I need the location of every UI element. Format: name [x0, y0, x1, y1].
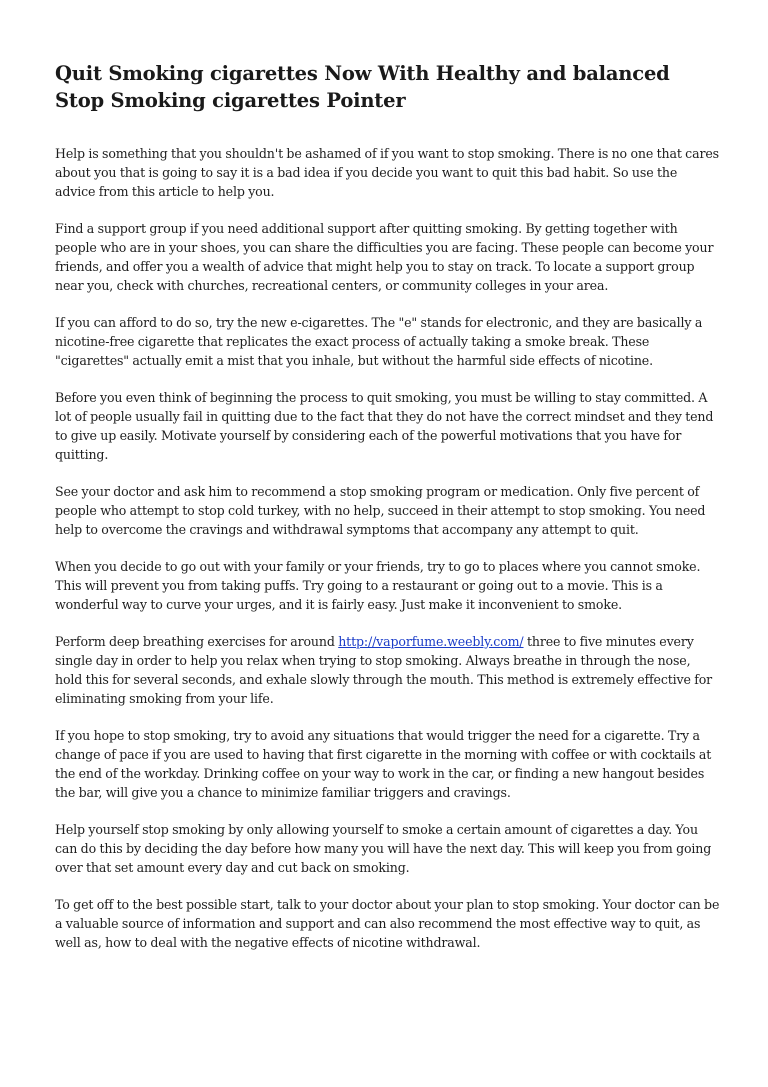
paragraph-smoke-free-places: When you decide to go out with your family or your friends, try to go to places where you cannot smoke. This will prevent you from taking puffs. Try going to a restaurant or going out to a movie. This is a wonderful way to curve your urges, and it is fairly easy. Just make it inconvenient to smoke.	[55, 559, 701, 612]
vaporfume-link[interactable]: http://vaporfume.weebly.com/	[338, 634, 524, 649]
title-line-2: Stop Smoking cigarettes Pointer	[55, 89, 406, 112]
paragraph-breathing	[55, 632, 720, 708]
paragraph-daily-limit: Help yourself stop smoking by only allowing yourself to smoke a certain amount of cigarettes a day. You can do this by deciding the day before how many you will have the next day. This will keep you from going over that set amount every day and cut back on smoking.	[55, 822, 712, 875]
breathing-text-before: Perform deep breathing exercises for around	[55, 634, 339, 649]
breathing-text-after: three to five minutes every single day in order to help you relax when trying to stop smoking. Always breathe in through the nose, hold this for several seconds, and exhale slowly through the mouth. This method is extremely effective for eliminating smoking from your life.	[55, 634, 713, 706]
paragraph-e-cigarettes: If you can afford to do so, try the new e-cigarettes. The "e" stands for electronic, and they are basically a nicotine-free cigarette that replicates the exact process of actually taking a smoke break. These "cigarettes" actually emit a mist that you inhale, but without the harmful side effects of nicotine.	[55, 315, 703, 368]
document-body	[55, 60, 720, 970]
paragraph-doctor-program: See your doctor and ask him to recommend a stop smoking program or medication. Only five percent of people who attempt to stop cold turkey, with no help, succeed in their attempt to stop smoking. You need help to overcome the cravings and withdrawal symptoms that accompany any attempt to quit.	[55, 484, 706, 537]
paragraph-support-group: Find a support group if you need additional support after quitting smoking. By getting together with people who are in your shoes, you can share the difficulties you are facing. These people can become your friends, and offer you a wealth of advice that might help you to stay on track. To locate a support group near you, check with churches, recreational centers, or community colleges in your area.	[55, 221, 714, 293]
page-title	[55, 60, 720, 114]
paragraph-intro: Help is something that you shouldn't be ashamed of if you want to stop smoking. There is no one that cares about you that is going to say it is a bad idea if you decide you want to quit this bad habit. So use the advice from this article to help you.	[55, 146, 719, 199]
paragraph-triggers: If you hope to stop smoking, try to avoid any situations that would trigger the need for a cigarette. Try a change of pace if you are used to having that first cigarette in the morning with coffee or with cocktails at the end of the workday. Drinking coffee on your way to work in the car, or finding a new hangout besides the bar, will give you a chance to minimize familiar triggers and cravings.	[55, 728, 712, 800]
paragraph-commitment: Before you even think of beginning the process to quit smoking, you must be willing to stay committed. A lot of people usually fail in quitting due to the fact that they do not have the correct mindset and they tend to give up easily. Motivate yourself by considering each of the powerful motivations that you have for quitting.	[55, 390, 714, 462]
title-line-1: Quit Smoking cigarettes Now With Healthy and balanced	[55, 62, 670, 85]
paragraph-best-start: To get off to the best possible start, talk to your doctor about your plan to stop smoking. Your doctor can be a valuable source of information and support and can also recommend the most effective way to quit, as well as, how to deal with the negative effects of nicotine withdrawal.	[55, 897, 720, 950]
